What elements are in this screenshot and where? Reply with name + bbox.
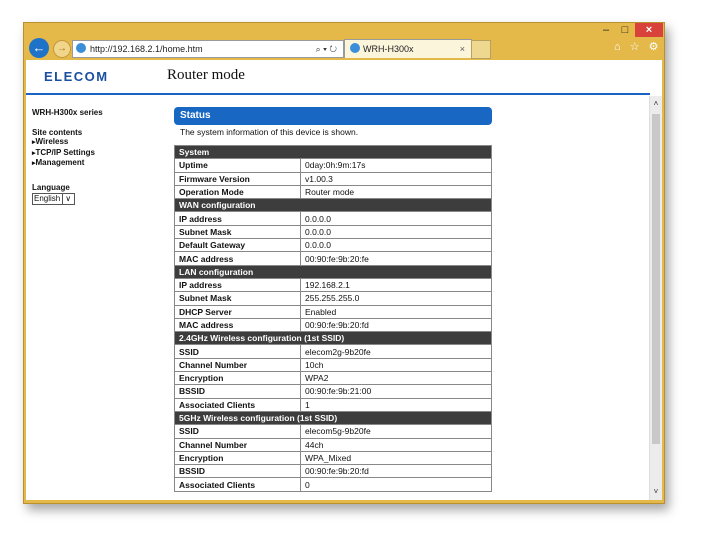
address-controls[interactable]: ⌕ ▾ ↻ [315, 44, 337, 54]
table-row [175, 305, 492, 318]
row-value: 0.0.0.0 [301, 212, 492, 225]
table-row [175, 278, 492, 291]
row-value: Router mode [301, 185, 492, 198]
row-value: v1.00.3 [301, 172, 492, 185]
section-title: System [175, 146, 492, 159]
address-bar[interactable] [72, 40, 344, 58]
tab-router[interactable] [344, 39, 472, 58]
status-description: The system information of this device is shown. [180, 127, 359, 137]
table-row [175, 451, 492, 464]
vertical-scrollbar[interactable] [649, 96, 662, 500]
row-label: Encryption [175, 372, 301, 385]
section-title: LAN configuration [175, 265, 492, 278]
row-label: Firmware Version [175, 172, 301, 185]
row-label: MAC address [175, 318, 301, 331]
page-title: Router mode [167, 67, 245, 83]
back-button[interactable]: ← [29, 38, 49, 58]
elecom-logo: ELECOM [44, 69, 109, 84]
row-label: BSSID [175, 385, 301, 398]
browser-window [23, 22, 665, 504]
row-value: 00:90:fe:9b:21:00 [301, 385, 492, 398]
ie-icon [76, 43, 86, 53]
browser-chrome [24, 23, 664, 59]
table-row [175, 465, 492, 478]
row-label: Channel Number [175, 438, 301, 451]
row-value: Enabled [301, 305, 492, 318]
section-title: 2.4GHz Wireless configuration (1st SSID) [175, 332, 492, 345]
row-label: Uptime [175, 159, 301, 172]
row-value: 255.255.255.0 [301, 292, 492, 305]
scroll-down-icon[interactable]: ˅ [653, 487, 659, 496]
table-row [175, 318, 492, 331]
row-label: IP address [175, 278, 301, 291]
language-select[interactable] [32, 193, 75, 205]
row-value: WPA2 [301, 372, 492, 385]
section-header [175, 199, 492, 212]
row-label: MAC address [175, 252, 301, 265]
section-header [175, 265, 492, 278]
table-row [175, 185, 492, 198]
section-header [175, 332, 492, 345]
sidebar-item-tcpip[interactable]: ▸ TCP/IP Settings [32, 148, 142, 159]
close-tab-icon[interactable]: × [459, 44, 465, 54]
row-value: 44ch [301, 438, 492, 451]
row-value: 0.0.0.0 [301, 225, 492, 238]
chevron-down-icon: ∨ [62, 194, 73, 204]
forward-button[interactable]: → [53, 40, 71, 58]
table-row [175, 345, 492, 358]
table-row [175, 398, 492, 411]
row-value: 0day:0h:9m:17s [301, 159, 492, 172]
url-text: http://192.168.2.1/home.htm [90, 44, 203, 54]
row-value: 00:90:fe:9b:20:fe [301, 252, 492, 265]
row-value: 1 [301, 398, 492, 411]
table-row [175, 172, 492, 185]
row-label: SSID [175, 345, 301, 358]
table-row [175, 478, 492, 491]
row-label: Operation Mode [175, 185, 301, 198]
minimize-button[interactable]: – [602, 24, 610, 36]
row-label: Associated Clients [175, 398, 301, 411]
row-value: 0 [301, 478, 492, 491]
section-title: WAN configuration [175, 199, 492, 212]
section-header [175, 146, 492, 159]
status-table [174, 145, 492, 492]
row-label: Associated Clients [175, 478, 301, 491]
sidebar-contents-label: Site contents [32, 128, 83, 137]
section-header [175, 411, 492, 424]
sidebar-item-management[interactable]: ▸ Management [32, 158, 142, 169]
page-viewport [26, 60, 662, 500]
row-label: Subnet Mask [175, 225, 301, 238]
row-value: 00:90:fe:9b:20:fd [301, 465, 492, 478]
status-header [174, 107, 492, 125]
maximize-button[interactable]: □ [621, 24, 629, 36]
row-label: BSSID [175, 465, 301, 478]
table-row [175, 358, 492, 371]
table-row [175, 438, 492, 451]
row-label: Default Gateway [175, 239, 301, 252]
row-label: Encryption [175, 451, 301, 464]
row-label: IP address [175, 212, 301, 225]
row-value: 192.168.2.1 [301, 278, 492, 291]
section-title: 5GHz Wireless configuration (1st SSID) [175, 411, 492, 424]
table-row [175, 292, 492, 305]
sidebar-series: WRH-H300x series [32, 108, 103, 117]
new-tab-button[interactable] [471, 40, 491, 59]
row-value: 10ch [301, 358, 492, 371]
row-value: 00:90:fe:9b:20:fd [301, 318, 492, 331]
table-row [175, 252, 492, 265]
row-value: WPA_Mixed [301, 451, 492, 464]
row-label: SSID [175, 425, 301, 438]
table-row [175, 225, 492, 238]
close-window-button[interactable]: × [635, 23, 663, 37]
status-title: Status [180, 110, 211, 121]
row-value: elecom5g-9b20fe [301, 425, 492, 438]
scroll-up-icon[interactable]: ˄ [653, 99, 659, 108]
sidebar [32, 108, 142, 205]
table-row [175, 212, 492, 225]
table-row [175, 425, 492, 438]
table-row [175, 372, 492, 385]
scroll-thumb[interactable] [652, 114, 660, 444]
ie-icon [350, 43, 360, 53]
table-row [175, 239, 492, 252]
row-value: elecom2g-9b20fe [301, 345, 492, 358]
language-label: Language [32, 182, 70, 192]
row-label: Subnet Mask [175, 292, 301, 305]
tab-title: WRH-H300x [363, 44, 414, 54]
header-divider [26, 93, 650, 95]
language-value: English [34, 193, 61, 203]
sidebar-item-wireless[interactable]: ▸ Wireless [32, 137, 142, 148]
toolbar-icons[interactable]: ⌂ ☆ ⚙ [614, 41, 662, 53]
table-row [175, 159, 492, 172]
row-label: DHCP Server [175, 305, 301, 318]
table-row [175, 385, 492, 398]
row-value: 0.0.0.0 [301, 239, 492, 252]
row-label: Channel Number [175, 358, 301, 371]
